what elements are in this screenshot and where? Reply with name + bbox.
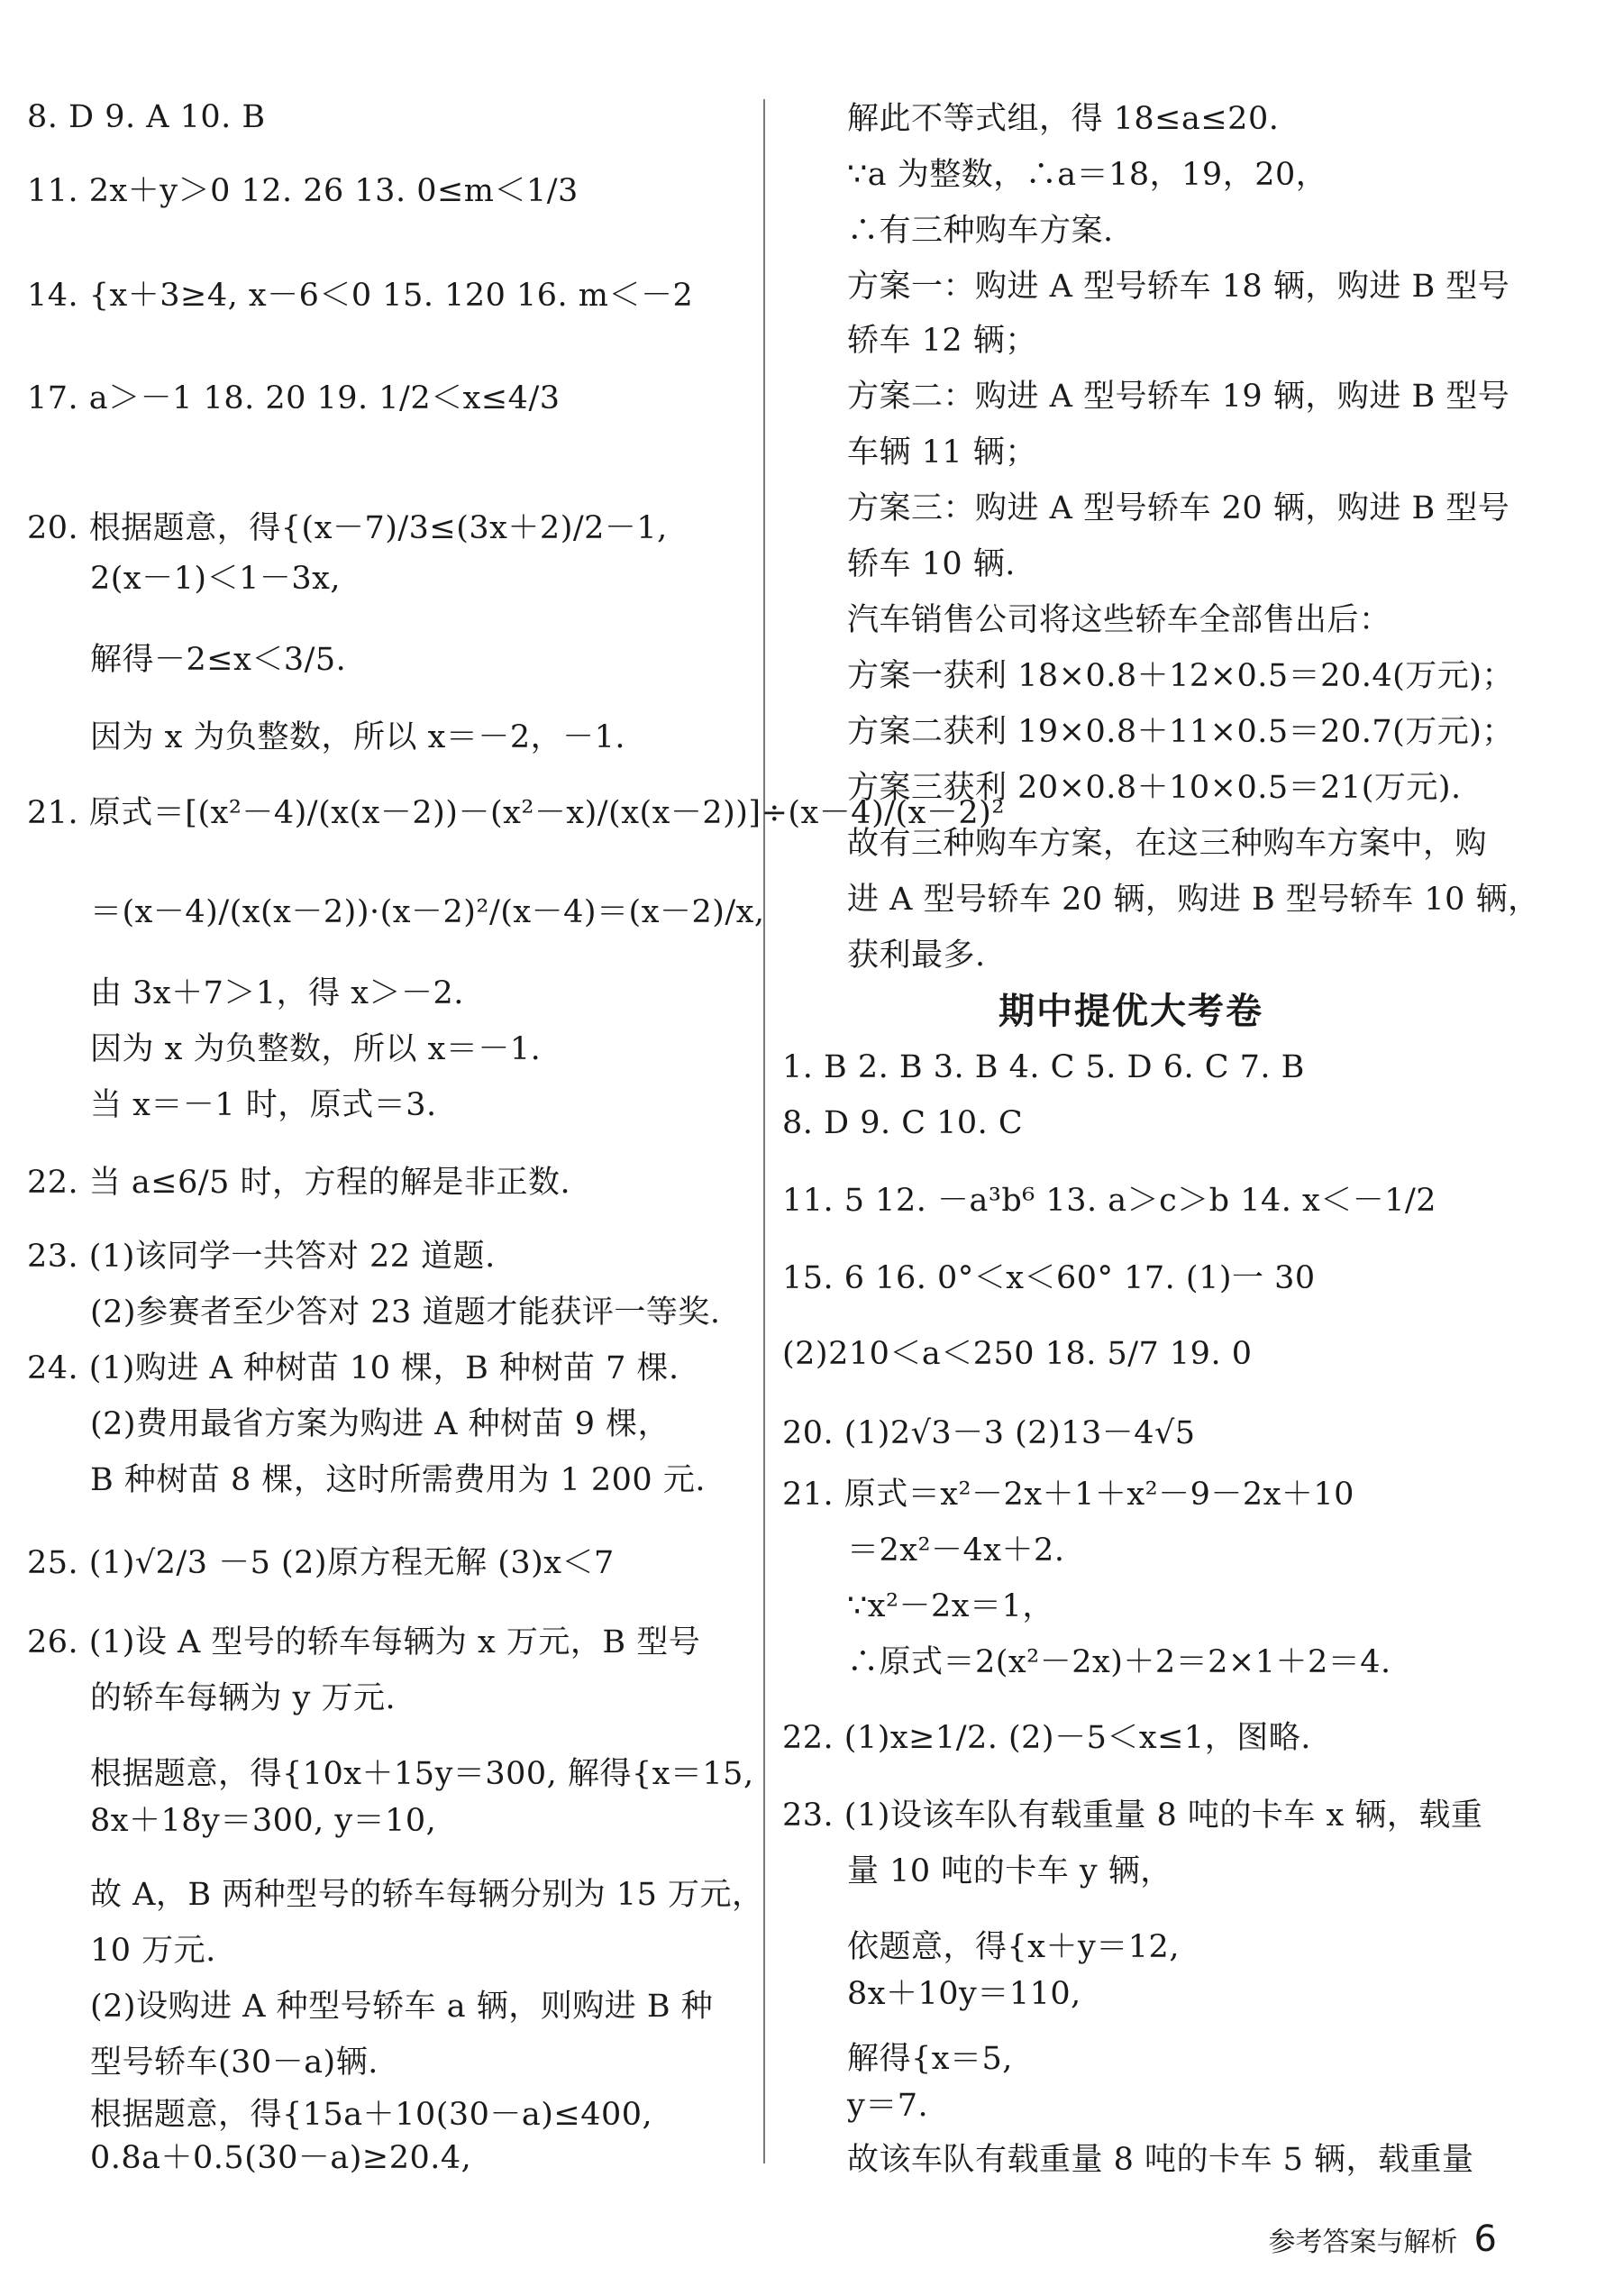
column-divider	[763, 99, 765, 2163]
answer-line: ∵a 为整数，∴a＝18，19，20，	[847, 157, 1328, 193]
answer-line: 8x＋10y＝110,	[847, 1976, 1081, 2012]
answer-line: 方案二获利 19×0.8＋11×0.5＝20.7(万元)；	[847, 714, 1514, 750]
answer-line: ∴有三种购车方案.	[847, 213, 1114, 249]
answer-line: 25. (1)√2/3 －5 (2)原方程无解 (3)x＜7	[27, 1545, 615, 1581]
answer-line: 22. (1)x≥1/2. (2)－5＜x≤1，图略.	[782, 1720, 1311, 1756]
answer-line: 由 3x＋7＞1，得 x＞－2.	[90, 975, 464, 1011]
answer-line: 故 A，B 两种型号的轿车每辆分别为 15 万元，	[90, 1877, 764, 1913]
answer-line: 方案三：购进 A 型号轿车 20 辆，购进 B 型号	[847, 490, 1510, 526]
answer-line: 24. (1)购进 A 种树苗 10 棵，B 种树苗 7 棵.	[27, 1350, 679, 1386]
answer-line: 14. {x＋3≥4, x－6＜0 15. 120 16. m＜－2	[27, 278, 694, 314]
answer-line: 因为 x 为负整数，所以 x＝－1.	[90, 1031, 542, 1067]
answer-line: 的轿车每辆为 y 万元.	[90, 1680, 397, 1716]
answer-line: 11. 2x＋y＞0 12. 26 13. 0≤m＜1/3	[27, 173, 579, 209]
answer-line: (2)费用最省方案为购进 A 种树苗 9 棵，	[90, 1406, 670, 1442]
answer-line: 方案二：购进 A 型号轿车 19 辆，购进 B 型号	[847, 379, 1510, 415]
answer-line: 解此不等式组，得 18≤a≤20.	[847, 101, 1280, 137]
answer-line: (2)210＜a＜250 18. 5/7 19. 0	[782, 1336, 1253, 1372]
answer-line: 17. a＞－1 18. 20 19. 1/2＜x≤4/3	[27, 380, 561, 416]
section-title: 期中提优大考卷	[999, 991, 1263, 1032]
answer-line: ＝2x²－4x＋2.	[847, 1532, 1065, 1569]
answer-line: 轿车 10 辆.	[847, 546, 1016, 582]
answer-line: 20. 根据题意，得{(x－7)/3≤(3x＋2)/2－1,	[27, 510, 668, 546]
answer-line: 23. (1)该同学一共答对 22 道题.	[27, 1239, 496, 1275]
answer-line: 26. (1)设 A 型号的轿车每辆为 x 万元，B 型号	[27, 1624, 701, 1660]
page-footer	[1269, 2219, 1497, 2263]
answer-line: 车辆 11 辆；	[847, 435, 1037, 471]
answer-line: 8. D 9. C 10. C	[782, 1105, 1024, 1141]
answer-line: 获利最多.	[847, 938, 986, 974]
answer-line: ∵x²－2x＝1，	[847, 1588, 1054, 1624]
answer-line: 10 万元.	[90, 1933, 216, 1969]
answer-line: 8. D 9. A 10. B	[27, 99, 266, 135]
answer-line: 根据题意，得{10x＋15y＝300, 解得{x＝15,	[90, 1756, 754, 1792]
answer-line: 故该车队有载重量 8 吨的卡车 5 辆，载重量	[847, 2142, 1474, 2178]
answer-line: 轿车 12 辆；	[847, 323, 1037, 359]
answer-line: (2)参赛者至少答对 23 道题才能获评一等奖.	[90, 1294, 721, 1331]
answer-line: 解得{x＝5,	[847, 2041, 1013, 2077]
answer-line: 23. (1)设该车队有载重量 8 吨的卡车 x 辆，载重	[782, 1797, 1483, 1834]
answer-line: 22. 当 a≤6/5 时，方程的解是非正数.	[27, 1165, 571, 1201]
answer-line: 11. 5 12. －a³b⁶ 13. a＞c＞b 14. x＜－1/2	[782, 1183, 1437, 1219]
answer-line: 当 x＝－1 时，原式＝3.	[90, 1087, 437, 1123]
answer-line: 21. 原式＝x²－2x＋1＋x²－9－2x＋10	[782, 1477, 1354, 1513]
answer-line: 8x＋18y＝300, y＝10,	[90, 1803, 437, 1839]
answer-line: 方案一获利 18×0.8＋12×0.5＝20.4(万元)；	[847, 658, 1514, 694]
answer-line: ∴原式＝2(x²－2x)＋2＝2×1＋2＝4.	[847, 1644, 1391, 1680]
answer-line: 0.8a＋0.5(30－a)≥20.4,	[90, 2140, 472, 2176]
answer-line: 汽车销售公司将这些轿车全部售出后：	[847, 602, 1391, 638]
footer-label: 参考答案与解析	[1268, 2227, 1458, 2258]
answer-line: 因为 x 为负整数，所以 x＝－2，－1.	[90, 719, 626, 755]
answer-line: 21. 原式＝[(x²－4)/(x(x－2))－(x²－x)/(x(x－2))]÷(x－4)/(x－2)²	[27, 795, 1005, 831]
answer-line: 量 10 吨的卡车 y 辆，	[847, 1853, 1172, 1889]
answer-line: 20. (1)2√3－3 (2)13－4√5	[782, 1415, 1196, 1451]
answer-line: B 种树苗 8 棵，这时所需费用为 1 200 元.	[90, 1462, 706, 1498]
answer-line: 1. B 2. B 3. B 4. C 5. D 6. C 7. B	[782, 1049, 1305, 1085]
answer-line: 方案一：购进 A 型号轿车 18 辆，购进 B 型号	[847, 269, 1510, 305]
answer-line: 依题意，得{x＋y＝12,	[847, 1929, 1180, 1965]
answer-line: y＝7.	[847, 2088, 929, 2124]
answer-line: ＝(x－4)/(x(x－2))·(x－2)²/(x－4)＝(x－2)/x,	[90, 894, 765, 930]
answer-line: (2)设购进 A 种型号轿车 a 辆，则购进 B 种	[90, 1989, 714, 2025]
answer-line: 15. 6 16. 0°＜x＜60° 17. (1)一 30	[782, 1260, 1316, 1296]
answer-line: 2(x－1)＜1－3x,	[90, 561, 341, 597]
answer-line: 根据题意，得{15a＋10(30－a)≤400,	[90, 2097, 653, 2133]
answer-line: 解得－2≤x＜3/5.	[90, 642, 347, 678]
answer-line: 进 A 型号轿车 20 辆，购进 B 型号轿车 10 辆，	[847, 882, 1540, 918]
answer-line: 方案三获利 20×0.8＋10×0.5＝21(万元).	[847, 770, 1462, 806]
answer-line: 故有三种购车方案，在这三种购车方案中，购	[847, 826, 1488, 862]
page-number: 6	[1473, 2218, 1497, 2260]
answer-line: 型号轿车(30－a)辆.	[90, 2044, 378, 2081]
